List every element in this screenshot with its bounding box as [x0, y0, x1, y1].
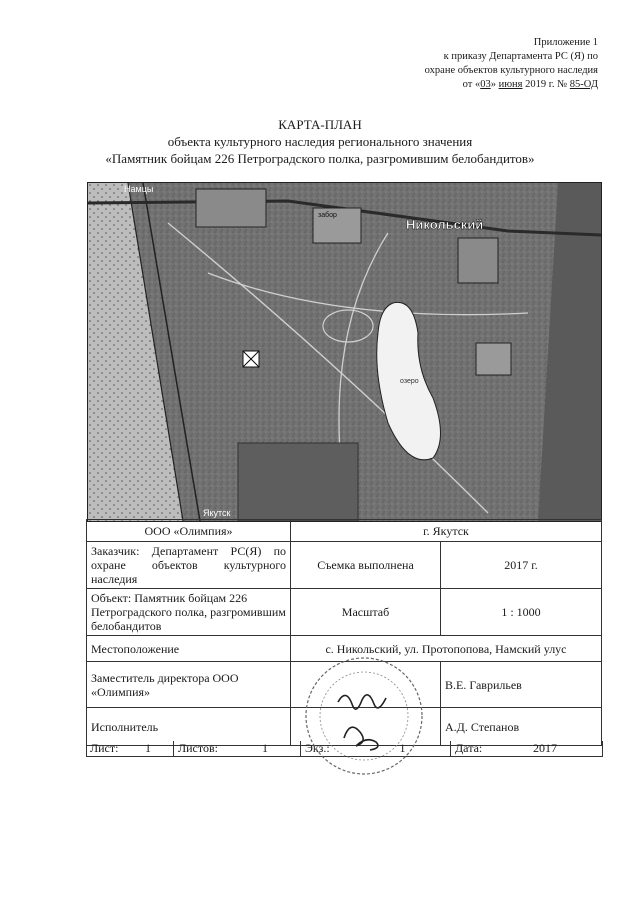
map-label-street: Никольский — [406, 217, 484, 232]
sheet-value: 1 — [145, 741, 151, 755]
appendix-day: 03 — [480, 79, 491, 90]
scale-label-cell: Масштаб — [291, 589, 441, 636]
appendix-year: 2019 г. № — [522, 79, 570, 90]
client-cell: Заказчик: Департамент РС(Я) по охране объектов культурного наследия — [87, 542, 291, 589]
copy-value: 1 — [399, 741, 406, 755]
stamp-and-signature — [300, 652, 428, 780]
site-map — [87, 182, 602, 522]
appendix-date-prefix: от « — [462, 79, 481, 90]
copy-label: Экз.: — [300, 741, 355, 756]
appendix-date-sep: » — [490, 79, 499, 90]
date-label: Дата: — [450, 741, 500, 756]
date-value: 2017 — [533, 741, 557, 755]
sheets-label: Листов: — [173, 741, 230, 756]
title-heading: КАРТА-ПЛАН — [278, 117, 362, 132]
map-label-zabor: забор — [318, 212, 337, 219]
object-cell: Объект: Памятник бойцам 226 Петроградского полка, разгромившим белобандитов — [87, 589, 291, 636]
executor-name-cell: А.Д. Степанов — [441, 708, 602, 746]
appendix-note — [425, 36, 598, 92]
deputy-label-cell: Заместитель директора ООО «Олимпия» — [87, 662, 291, 708]
survey-label-cell: Съемка выполнена — [291, 542, 441, 589]
appendix-month: июня — [498, 79, 523, 90]
map-label-namtsy: Намцы — [124, 184, 154, 194]
executor-label-cell: Исполнитель — [87, 708, 291, 746]
location-label-cell: Местоположение — [87, 636, 291, 662]
title-object-name: «Памятник бойцам 226 Петроградского полка, разгромившим белобандитов» — [105, 151, 535, 166]
title-subtitle: объекта культурного наследия регионального значения — [167, 134, 473, 149]
location-value-cell: с. Никольский, ул. Протопопова, Намский улус — [291, 636, 602, 662]
lake-label: озеро — [400, 378, 419, 385]
aerial-map-image — [88, 183, 601, 521]
city-cell: г. Якутск — [291, 520, 602, 542]
appendix-line1: Приложение 1 — [533, 37, 598, 48]
scale-value-cell: 1 : 1000 — [441, 589, 602, 636]
company-cell: ООО «Олимпия» — [87, 520, 291, 542]
appendix-line2: к приказу Департамента РС (Я) по — [443, 51, 598, 62]
map-label-yakutsk: Якутск — [203, 508, 231, 518]
sheets-value: 1 — [262, 741, 268, 755]
survey-year-cell: 2017 г. — [441, 542, 602, 589]
sheet-label: Лист: — [90, 741, 119, 755]
appendix-line3: охране объектов культурного наследия — [424, 65, 598, 76]
appendix-number: 85-ОД — [569, 79, 598, 90]
appendix-line4 — [425, 78, 598, 92]
deputy-name-cell: В.Е. Гаврильев — [441, 662, 602, 708]
document-title — [0, 116, 640, 167]
